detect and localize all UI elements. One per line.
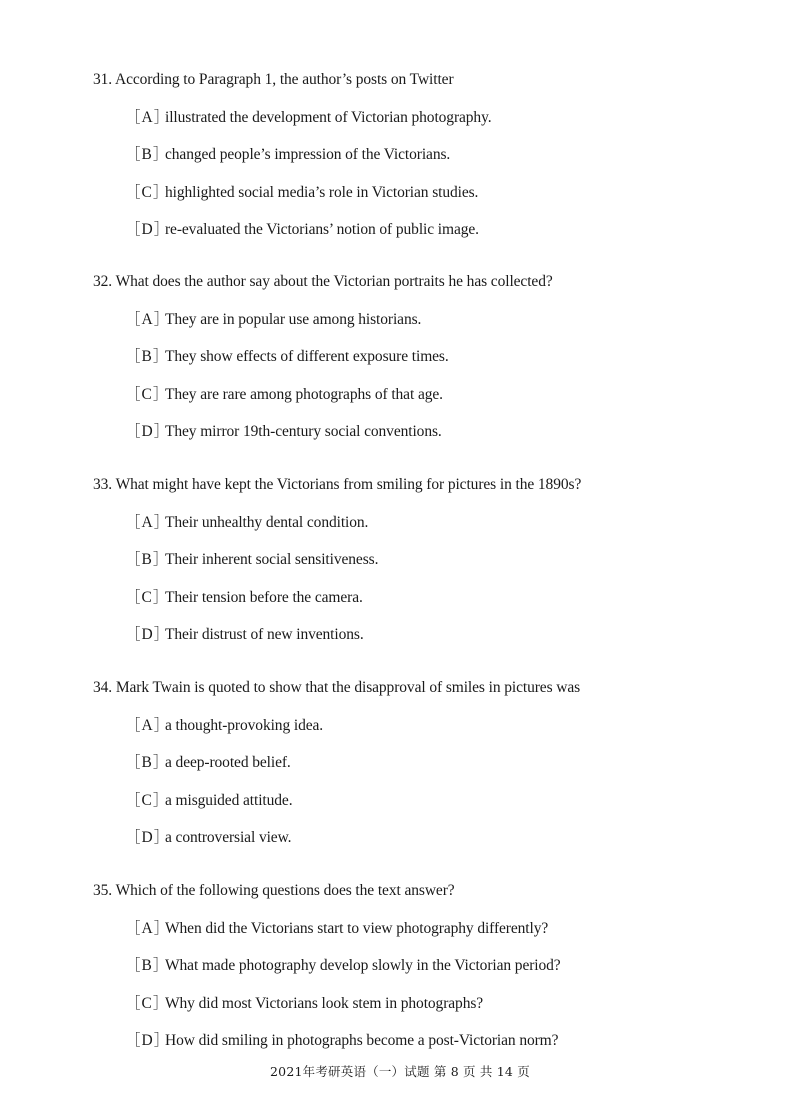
option-letter: ［D］ (125, 221, 171, 238)
option-letter: ［B］ (125, 348, 170, 365)
option-text: re-evaluated the Victorians’ notion of public image. (165, 221, 479, 238)
option-letter: ［B］ (125, 146, 170, 163)
option-text: Their tension before the camera. (165, 588, 363, 606)
option-text: Their unhealthy dental condition. (165, 513, 369, 531)
option-d (125, 220, 773, 240)
option-letter: ［A］ (125, 716, 171, 734)
option-letter: ［D］ (125, 626, 171, 643)
option-text: What made photography develop slowly in the Victorian period? (165, 957, 561, 974)
option-c (125, 588, 773, 608)
option-text: Their inherent social sensitiveness. (165, 551, 379, 568)
option-text: highlighted social media’s role in Victorian studies. (165, 183, 479, 201)
option-letter: ［C］ (125, 588, 170, 606)
option-letter: ［D］ (125, 1032, 171, 1049)
option-text: They are rare among photographs of that age. (165, 385, 443, 403)
question-31 (93, 70, 773, 240)
option-text: a controversial view. (165, 829, 292, 846)
question-34 (93, 678, 773, 848)
question-stem: 33. What might have kept the Victorians from smiling for pictures in the 1890s? (93, 476, 582, 493)
option-b (125, 956, 773, 976)
option-letter: ［D］ (125, 829, 171, 846)
option-text: changed people’s impression of the Victorians. (165, 146, 451, 163)
question-32 (93, 272, 773, 442)
option-text: When did the Victorians start to view photography differently? (165, 919, 549, 937)
option-letter: ［B］ (125, 754, 170, 771)
option-text: How did smiling in photographs become a post-Victorian norm? (165, 1032, 559, 1049)
option-text: They are in popular use among historians. (165, 310, 422, 328)
question-stem: 32. What does the author say about the Victorian portraits he has collected? (93, 273, 553, 290)
option-letter: ［C］ (125, 994, 170, 1012)
option-d (125, 1031, 773, 1051)
option-a (125, 716, 773, 736)
option-b (125, 145, 773, 165)
option-text: a thought-provoking idea. (165, 716, 324, 734)
option-b (125, 550, 773, 570)
option-b (125, 347, 773, 367)
option-d (125, 828, 773, 848)
option-letter: ［C］ (125, 791, 170, 809)
option-text: a deep-rooted belief. (165, 754, 291, 771)
option-letter: ［C］ (125, 183, 170, 201)
option-letter: ［A］ (125, 310, 171, 328)
option-c (125, 994, 773, 1014)
option-a (125, 310, 773, 330)
option-c (125, 385, 773, 405)
option-d (125, 625, 773, 645)
option-a (125, 108, 773, 128)
option-letter: ［B］ (125, 551, 170, 568)
option-letter: ［A］ (125, 108, 171, 126)
option-a (125, 919, 773, 939)
option-c (125, 791, 773, 811)
option-text: They mirror 19th-century social conventions. (165, 423, 442, 440)
page-footer: 2021年考研英语（一）试题 第 8 页 共 14 页 (270, 1064, 530, 1079)
option-text: They show effects of different exposure times. (165, 348, 449, 365)
option-letter: ［C］ (125, 385, 170, 403)
option-b (125, 753, 773, 773)
question-stem: 31. According to Paragraph 1, the author’s posts on Twitter (93, 71, 454, 88)
option-c (125, 183, 773, 203)
option-letter: ［D］ (125, 423, 171, 440)
option-letter: ［A］ (125, 919, 171, 937)
option-text: illustrated the development of Victorian photography. (165, 108, 492, 126)
question-35 (93, 881, 773, 1051)
question-stem: 35. Which of the following questions does the text answer? (93, 882, 455, 899)
question-stem: 34. Mark Twain is quoted to show that the disapproval of smiles in pictures was (93, 679, 581, 696)
option-letter: ［B］ (125, 957, 170, 974)
option-letter: ［A］ (125, 513, 171, 531)
option-d (125, 422, 773, 442)
option-text: Why did most Victorians look stem in photographs? (165, 994, 484, 1012)
option-text: a misguided attitude. (165, 791, 293, 809)
option-a (125, 513, 773, 533)
question-33 (93, 475, 773, 645)
option-text: Their distrust of new inventions. (165, 626, 364, 643)
